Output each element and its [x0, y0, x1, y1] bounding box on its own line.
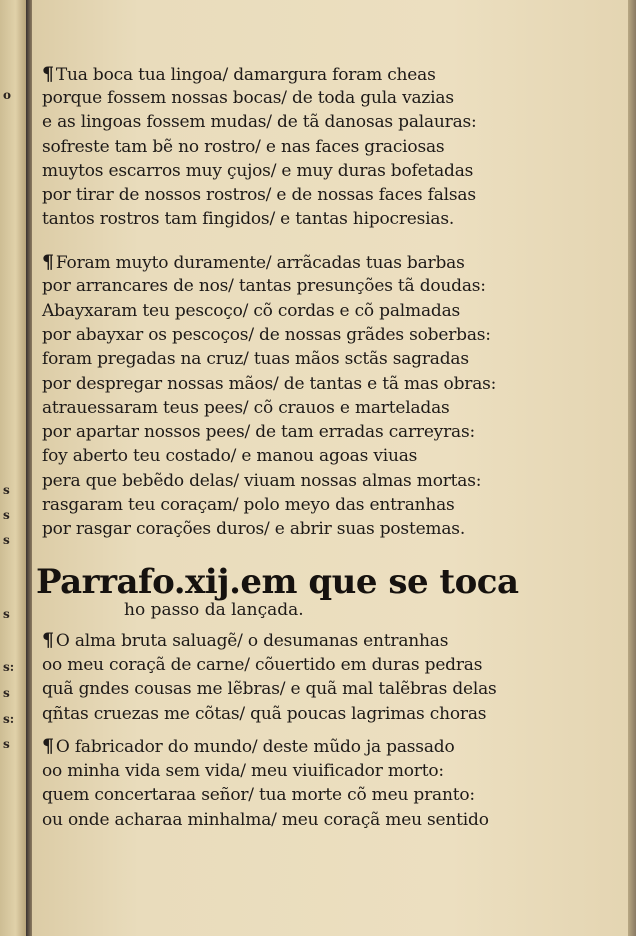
text-line — [42, 161, 473, 181]
line-text: porque fossem nossas bocas/ de toda gula vazias — [42, 88, 454, 109]
margin-mark: s — [3, 508, 10, 522]
line-text: e as lingoas fossem mudas/ de tã danosas palauras: — [42, 112, 477, 133]
margin-mark: s — [3, 607, 10, 621]
line-text: por arrancares de nos/ tantas presunções tã doudas: — [42, 276, 486, 297]
line-text: tantos rostros tam fingidos/ e tantas hipocresias. — [42, 209, 455, 230]
margin-mark: s: — [3, 660, 15, 674]
line-text: sofreste tam bẽ no rostro/ e nas faces graciosas — [42, 136, 445, 157]
text-line — [42, 471, 481, 491]
right-page-edge — [628, 0, 636, 936]
pilcrow-mark: ¶ — [42, 63, 54, 85]
margin-mark: s — [3, 686, 10, 700]
line-text: O alma bruta saluagẽ/ o desumanas entranhas — [55, 631, 449, 651]
text-line — [42, 630, 448, 651]
text-line — [42, 785, 475, 805]
text-line — [42, 422, 475, 442]
text-line — [42, 276, 486, 296]
text-line — [42, 704, 486, 724]
line-text: oo meu coraçã de carne/ cõuertido em duras pedras — [42, 654, 483, 675]
text-line — [42, 325, 491, 345]
text-line — [42, 88, 454, 108]
pilcrow-mark: ¶ — [42, 629, 54, 651]
text-line — [42, 301, 460, 321]
margin-mark: o — [3, 88, 12, 102]
line-text: muytos escarros muy çujos/ e muy duras bofetadas — [42, 160, 474, 181]
text-line — [42, 519, 465, 539]
section-subheading: ho passo da lançada. — [124, 600, 304, 620]
text-line — [42, 446, 417, 466]
line-text: Tua boca tua lingoa/ damargura foram cheas — [55, 65, 436, 85]
text-line — [42, 495, 455, 515]
line-text: ou onde acharaa minhalma/ meu coraçã meu sentido — [42, 809, 489, 830]
line-text: por abayxar os pescoços/ de nossas grãdes soberbas: — [42, 324, 491, 345]
text-line — [42, 398, 450, 418]
text-line — [42, 137, 444, 157]
text-line — [42, 736, 454, 757]
text-line — [42, 209, 454, 229]
margin-mark: s — [3, 533, 10, 547]
text-line — [42, 761, 444, 781]
pilcrow-mark: ¶ — [42, 735, 54, 757]
line-text: atrauessaram teus pees/ cõ crauos e marteladas — [42, 397, 450, 418]
text-line — [42, 655, 482, 675]
text-line — [42, 810, 489, 830]
line-text: por despregar nossas mãos/ de tantas e tã mas obras: — [42, 373, 497, 394]
line-text: pera que bebẽdo delas/ viuam nossas almas mortas: — [42, 470, 482, 491]
line-text: rasgaram teu coraçam/ polo meyo das entranhas — [42, 495, 455, 515]
line-text: O fabricador do mundo/ deste mũdo ja passado — [55, 737, 455, 757]
text-line — [42, 185, 476, 205]
line-text: por tirar de nossos rostros/ e de nossas faces falsas — [42, 185, 476, 205]
line-text: Abayxaram teu pescoço/ cõ cordas e cõ palmadas — [42, 300, 461, 321]
line-text: foy aberto teu costado/ e manou agoas viuas — [42, 446, 418, 467]
line-text: foram pregadas na cruz/ tuas mãos sctãs sagradas — [42, 349, 469, 370]
margin-mark: s — [3, 737, 10, 751]
line-text: por rasgar corações duros/ e abrir suas postemas. — [42, 519, 466, 540]
left-page-edge — [0, 0, 26, 936]
line-text: quã gndes cousas me lẽbras/ e quã mal talẽbras delas — [42, 679, 497, 699]
text-line — [42, 349, 469, 369]
margin-mark: s — [3, 483, 10, 497]
text-line — [42, 252, 465, 273]
text-line — [42, 679, 497, 699]
margin-mark: s: — [3, 712, 15, 726]
text-line — [42, 374, 496, 394]
section-heading: Parrafo.xij.em que se toca — [36, 562, 519, 602]
pilcrow-mark: ¶ — [42, 251, 54, 273]
line-text: quem concertaraa señor/ tua morte cõ meu pranto: — [42, 785, 475, 805]
line-text: qñtas cruezas me cõtas/ quã poucas lagrimas choras — [42, 703, 487, 724]
line-text: por apartar nossos pees/ de tam erradas carreyras: — [42, 422, 475, 443]
line-text: Foram muyto duramente/ arrãcadas tuas barbas — [55, 253, 465, 273]
text-line — [42, 112, 477, 132]
line-text: oo minha vida sem vida/ meu viuificador morto: — [42, 760, 444, 781]
text-line — [42, 64, 436, 85]
